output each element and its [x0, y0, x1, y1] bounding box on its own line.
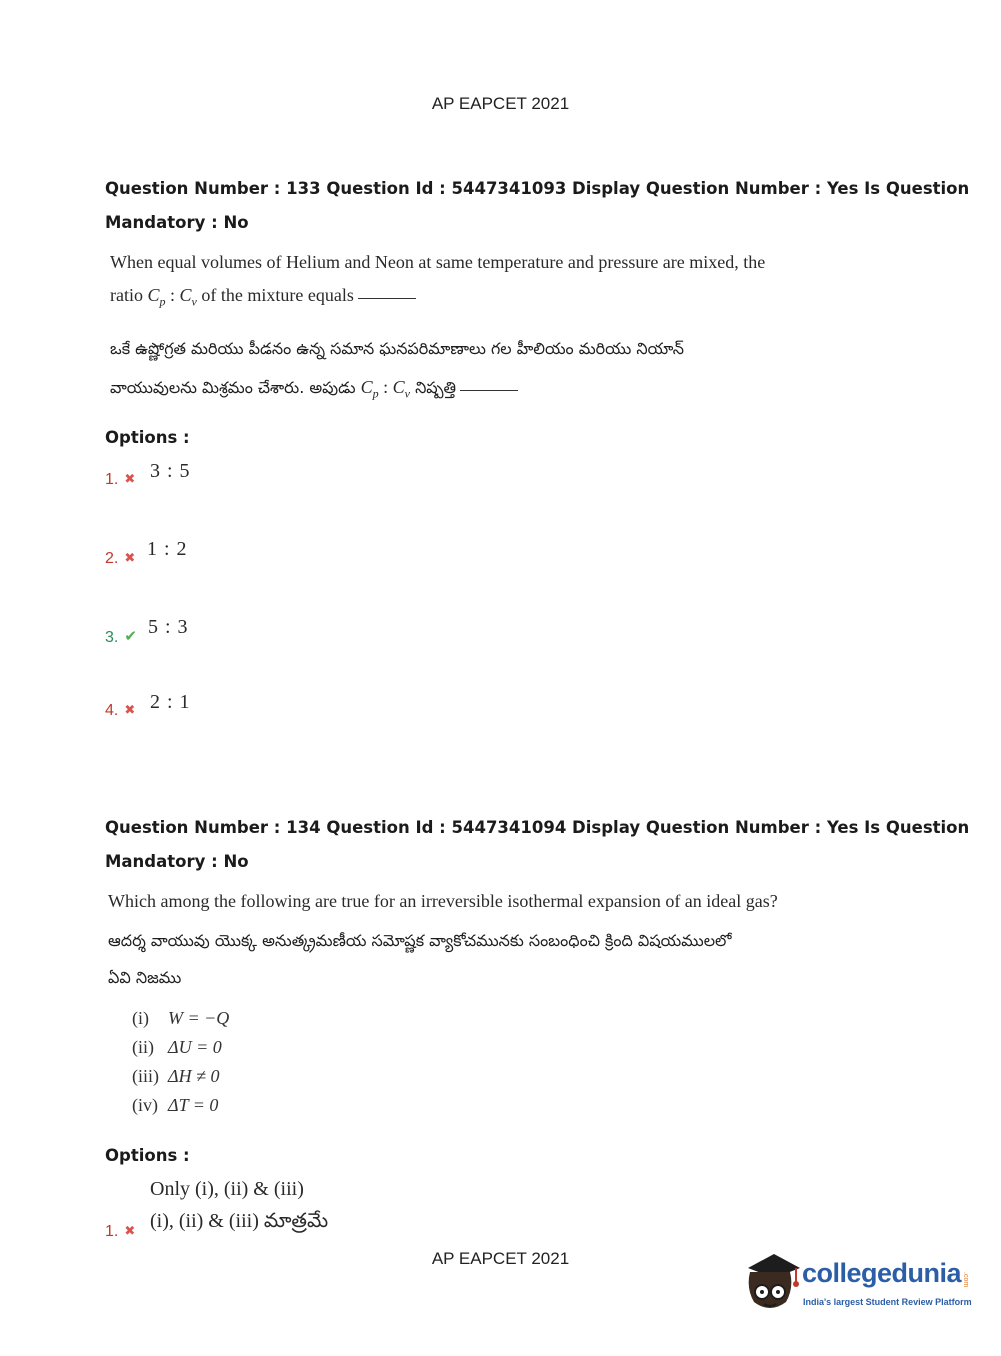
statement-label: (iv) — [132, 1095, 158, 1115]
mascot-icon — [740, 1248, 802, 1316]
cross-icon: ✖ — [124, 550, 136, 565]
q133-stem-en-ratio: ratio — [110, 285, 143, 305]
q134-stem-te-line2: ఏవి నిజము — [108, 968, 182, 987]
q133-option-3-text: 5 : 3 — [148, 616, 189, 638]
q134-meta-line2: Mandatory : No — [105, 852, 249, 871]
q133-option-1-text: 3 : 5 — [150, 460, 191, 482]
q133-meta-line1: Question Number : 133 Question Id : 5447341093 Display Question Number : Yes Is Question — [105, 179, 970, 198]
q133-option-4-text: 2 : 1 — [150, 691, 191, 713]
cross-icon: ✖ — [124, 1223, 136, 1238]
q134-option-1-number — [105, 1223, 135, 1241]
q134-stem-te-line1: ఆదర్శ వాయువు యొక్క అనుత్క్రమణీయ సమోష్ణక వ్యాకోచమునకు సంబంధించి క్రింది విషయములలో — [108, 931, 732, 950]
q134-statement-2 — [132, 1037, 222, 1058]
collegedunia-logo — [740, 1248, 970, 1318]
q133-option-2-text: 1 : 2 — [147, 538, 188, 560]
statement-label: (ii) — [132, 1037, 154, 1057]
q133-stem-te-tail: నిష్పత్తి — [415, 378, 457, 397]
statement-label: (iii) — [132, 1066, 159, 1086]
q133-stem-te-line1: ఒకే ఉష్ణోగ్రత మరియు పీడనం ఉన్న సమాన ఘనపరిమాణాలు గల హీలియం మరియు నియాన్ — [110, 339, 684, 358]
cross-icon: ✖ — [124, 702, 136, 717]
q133-stem-te-lead: వాయువులను మిశ్రమం చేశారు. అపుడు — [110, 378, 356, 397]
q133-meta-line2: Mandatory : No — [105, 213, 249, 232]
q133-option-2-num-text: 2. — [105, 550, 119, 567]
q133-stem-en-tail: of the mixture equals — [201, 285, 354, 305]
q133-option-3-number — [105, 627, 137, 647]
q133-stem-en-line2: ratio $C_p$ : $C_v$ of the mixture equals — [110, 285, 416, 310]
check-icon: ✔ — [124, 628, 137, 645]
statement-expr: ΔT = 0 — [168, 1095, 219, 1115]
q134-statement-3 — [132, 1066, 219, 1087]
q133-options-label: Options : — [105, 428, 190, 447]
q133-stem-en-line1: When equal volumes of Helium and Neon at same temperature and pressure are mixed, the — [110, 252, 766, 272]
logo-wordmark: collegedunia — [802, 1258, 962, 1288]
q134-statement-4 — [132, 1095, 218, 1116]
statement-label: (i) — [132, 1008, 149, 1028]
q134-option-1-text-te: (i), (ii) & (iii) మాత్రమే — [150, 1210, 329, 1232]
q133-option-1-number — [105, 471, 135, 489]
q134-meta-line1: Question Number : 134 Question Id : 5447341094 Display Question Number : Yes Is Question — [105, 818, 970, 837]
q134-option-1-num-text: 1. — [105, 1223, 119, 1240]
q133-option-2-number — [105, 550, 135, 568]
q134-options-label: Options : — [105, 1146, 190, 1165]
page-header: AP EAPCET 2021 — [431, 94, 570, 113]
page-footer: AP EAPCET 2021 — [431, 1249, 570, 1268]
logo-tagline: India's largest Student Review Platform — [803, 1297, 972, 1307]
cross-icon: ✖ — [124, 471, 136, 486]
q133-option-3-num-text: 3. — [105, 629, 119, 646]
q133-option-4-num-text: 4. — [105, 702, 119, 719]
q133-option-1-num-text: 1. — [105, 471, 119, 488]
statement-expr: W = −Q — [168, 1008, 230, 1028]
q134-option-1-text-en: Only (i), (ii) & (iii) — [150, 1178, 304, 1200]
q134-statement-1 — [132, 1008, 229, 1029]
statement-expr: ΔH ≠ 0 — [168, 1066, 220, 1086]
q133-stem-te-line2: వాయువులను మిశ్రమం చేశారు. అపుడు $C_p$ : $C_v$ నిష్పత్తి — [110, 377, 518, 402]
statement-expr: ΔU = 0 — [168, 1037, 222, 1057]
q133-option-4-number — [105, 702, 135, 720]
logo-com: .com — [962, 1272, 969, 1288]
q134-stem-en: Which among the following are true for an irreversible isothermal expansion of an ideal gas? — [108, 891, 778, 911]
